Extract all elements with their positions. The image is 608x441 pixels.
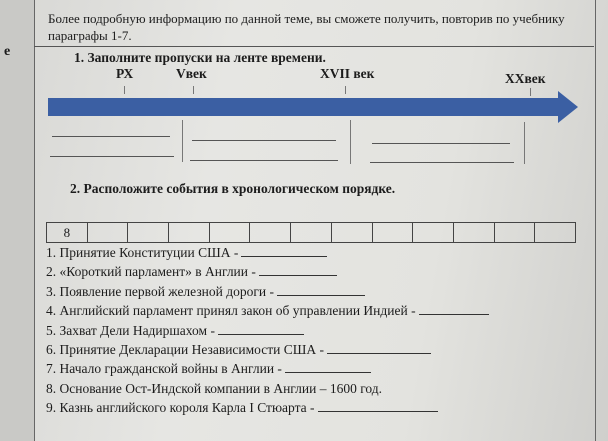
timeline-blank[interactable] xyxy=(50,156,174,157)
event-item xyxy=(46,321,594,340)
timeline-label-20th-century: XXвек xyxy=(505,71,546,86)
answer-grid-cell[interactable] xyxy=(250,223,291,242)
event-answer-blank[interactable] xyxy=(419,302,489,315)
timeline-blank[interactable] xyxy=(190,160,338,161)
event-item xyxy=(46,243,594,262)
event-item xyxy=(46,379,594,398)
event-item xyxy=(46,262,594,281)
timeline-tick xyxy=(530,88,531,96)
event-item xyxy=(46,282,594,301)
timeline-divider xyxy=(350,120,351,164)
answer-grid-cell[interactable] xyxy=(495,223,536,242)
adjacent-page-strip xyxy=(0,0,34,441)
event-item xyxy=(46,398,594,417)
event-answer-blank[interactable] xyxy=(277,283,365,296)
answer-grid-cell[interactable]: 8 xyxy=(47,223,88,242)
answer-grid-cell[interactable] xyxy=(332,223,373,242)
timeline-blank[interactable] xyxy=(192,140,336,141)
event-text: 3. Появление первой железной дороги - xyxy=(46,283,274,299)
event-item xyxy=(46,359,594,378)
event-text: 6. Принятие Декларации Независимости США - xyxy=(46,341,325,357)
answer-grid-cell[interactable] xyxy=(291,223,332,242)
timeline-arrow-head xyxy=(558,91,578,123)
answer-grid-cell[interactable] xyxy=(210,223,251,242)
margin-letter: е xyxy=(4,44,11,59)
answer-grid-cell[interactable] xyxy=(454,223,495,242)
timeline-label-rh: РХ xyxy=(116,66,134,81)
task1-title: 1. Заполните пропуски на ленте времени. xyxy=(74,50,326,65)
event-text: 9. Казнь английского короля Карла I Стюарта - xyxy=(46,400,315,416)
event-item xyxy=(46,340,594,359)
event-text: 2. «Короткий парламент» в Англии - xyxy=(46,264,256,280)
event-text: 7. Начало гражданской войны в Англии - xyxy=(46,361,282,377)
answer-grid-cell[interactable] xyxy=(88,223,129,242)
timeline-label-17th-century: XVII век xyxy=(320,66,375,81)
timeline-blank[interactable] xyxy=(52,136,170,137)
timeline-tick xyxy=(193,86,194,94)
event-answer-blank[interactable] xyxy=(218,322,304,335)
section-divider xyxy=(34,46,594,47)
event-answer-blank[interactable] xyxy=(285,360,371,373)
event-answer-blank[interactable] xyxy=(318,399,438,412)
answer-grid-cell[interactable] xyxy=(373,223,414,242)
timeline-tick xyxy=(124,86,125,94)
timeline-blank[interactable] xyxy=(372,143,510,144)
event-item xyxy=(46,301,594,320)
timeline-arrow xyxy=(48,98,563,116)
timeline-blank[interactable] xyxy=(370,162,514,163)
task2-title: 2. Расположите события в хронологическом порядке. xyxy=(70,181,396,196)
event-list xyxy=(46,243,594,418)
answer-grid-cell[interactable] xyxy=(169,223,210,242)
timeline-divider xyxy=(182,120,183,162)
answer-grid xyxy=(46,222,576,243)
event-answer-blank[interactable] xyxy=(327,341,431,354)
event-text: 4. Английский парламент принял закон об управлении Индией - xyxy=(46,303,416,319)
timeline-label-5th-century: Vвек xyxy=(176,66,207,81)
event-text: 5. Захват Дели Надиршахом - xyxy=(46,322,215,338)
answer-grid-cell[interactable] xyxy=(535,223,575,242)
answer-grid-cell[interactable] xyxy=(413,223,454,242)
intro-text: Более подробную информацию по данной теме, вы сможете получить, повторив по учебнику параграфы 1-7. xyxy=(48,11,565,43)
event-answer-blank[interactable] xyxy=(259,263,337,276)
event-text: 1. Принятие Конституции США - xyxy=(46,245,239,260)
timeline-divider xyxy=(524,122,525,164)
answer-grid-cell[interactable] xyxy=(128,223,169,242)
event-answer-blank[interactable] xyxy=(241,244,327,257)
timeline-tick xyxy=(345,86,346,94)
event-text: 8. Основание Ост-Индской компании в Англии – 1600 год. xyxy=(46,380,383,396)
